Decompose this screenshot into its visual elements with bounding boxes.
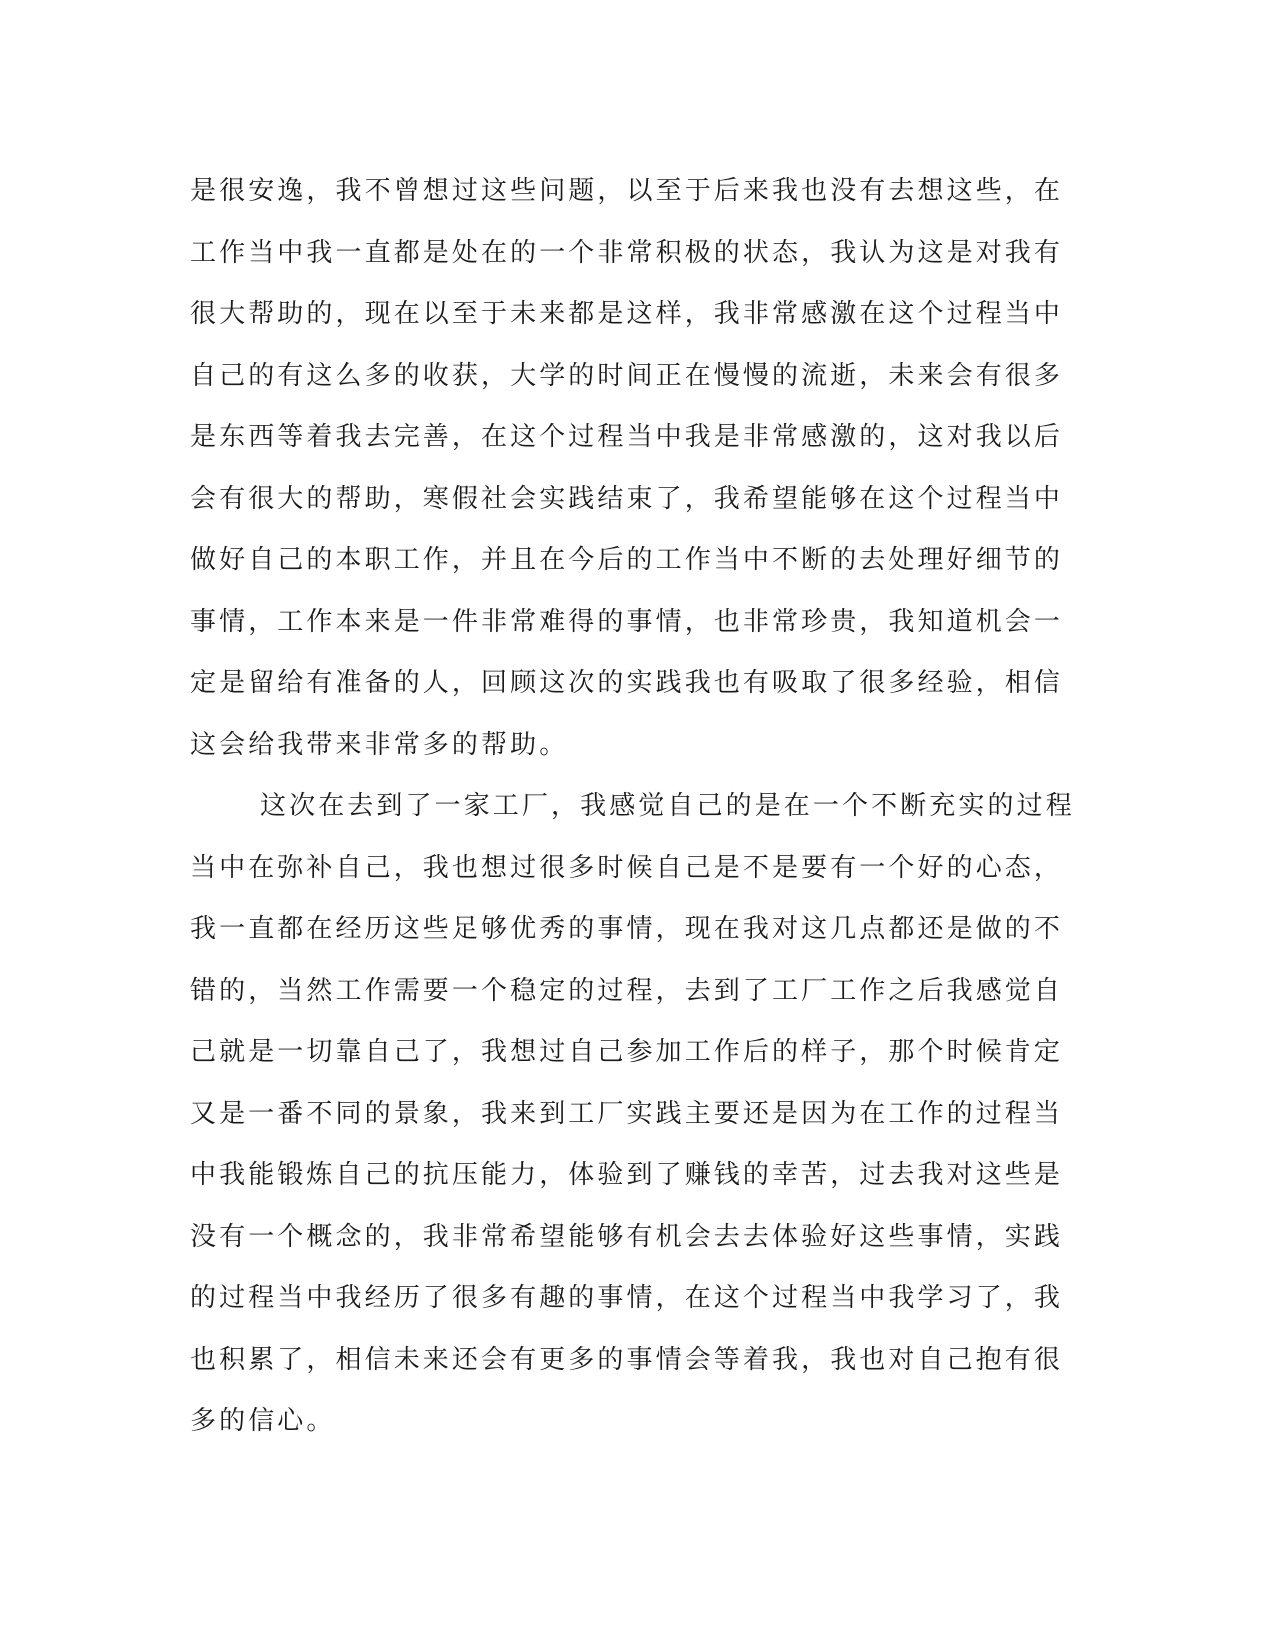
text-line: 是很安逸，我不曾想过这些问题，以至于后来我也没有去想这些，在 [190,176,1064,206]
text-line: 定是留给有准备的人，回顾这次的实践我也有吸取了很多经验，相信 [190,668,1064,698]
text-line: 工作当中我一直都是处在的一个非常积极的状态，我认为这是对我有 [190,237,1064,268]
paragraph-2 [190,776,1075,1453]
text-line: 事情，工作本来是一件非常难得的事情，也非常珍贵，我知道机会一 [190,606,1064,637]
text-line: 也积累了，相信未来还会有更多的事情会等着我，我也对自己抱有很 [190,1344,1064,1375]
text-line: 做好自己的本职工作，并且在今后的工作当中不断的去处理好细节的 [190,545,1064,575]
text-line: 是东西等着我去完善，在这个过程当中我是非常感激的，这对我以后 [190,422,1064,452]
body-text [190,161,1075,1453]
text-line: 没有一个概念的，我非常希望能够有机会去去体验好这些事情，实践 [190,1221,1064,1252]
text-line-indented: 这次在去到了一家工厂，我感觉自己的是在一个不断充实的过程 [260,791,1075,821]
text-line: 这会给我带来非常多的帮助。 [190,729,569,760]
paragraph-1 [190,161,1070,776]
text-line: 错的，当然工作需要一个稳定的过程，去到了工厂工作之后我感觉自 [190,975,1064,1006]
text-line: 中我能锻炼自己的抗压能力，体验到了赚钱的幸苦，过去我对这些是 [190,1160,1064,1190]
text-line: 多的信心。 [190,1406,336,1436]
text-line: 很大帮助的，现在以至于未来都是这样，我非常感激在这个过程当中 [190,299,1064,329]
text-line: 当中在弥补自己，我也想过很多时候自己是不是要有一个好的心态， [190,852,1064,883]
text-line: 自己的有这么多的收获，大学的时间正在慢慢的流逝，未来会有很多 [190,360,1064,391]
text-line: 己就是一切靠自己了，我想过自己参加工作后的样子，那个时候肯定 [190,1037,1064,1067]
text-line: 又是一番不同的景象，我来到工厂实践主要还是因为在工作的过程当 [190,1098,1064,1129]
text-line: 的过程当中我经历了很多有趣的事情，在这个过程当中我学习了，我 [190,1283,1064,1313]
text-line: 会有很大的帮助，寒假社会实践结束了，我希望能够在这个过程当中 [190,483,1064,514]
text-line: 我一直都在经历这些足够优秀的事情，现在我对这几点都还是做的不 [190,914,1064,944]
